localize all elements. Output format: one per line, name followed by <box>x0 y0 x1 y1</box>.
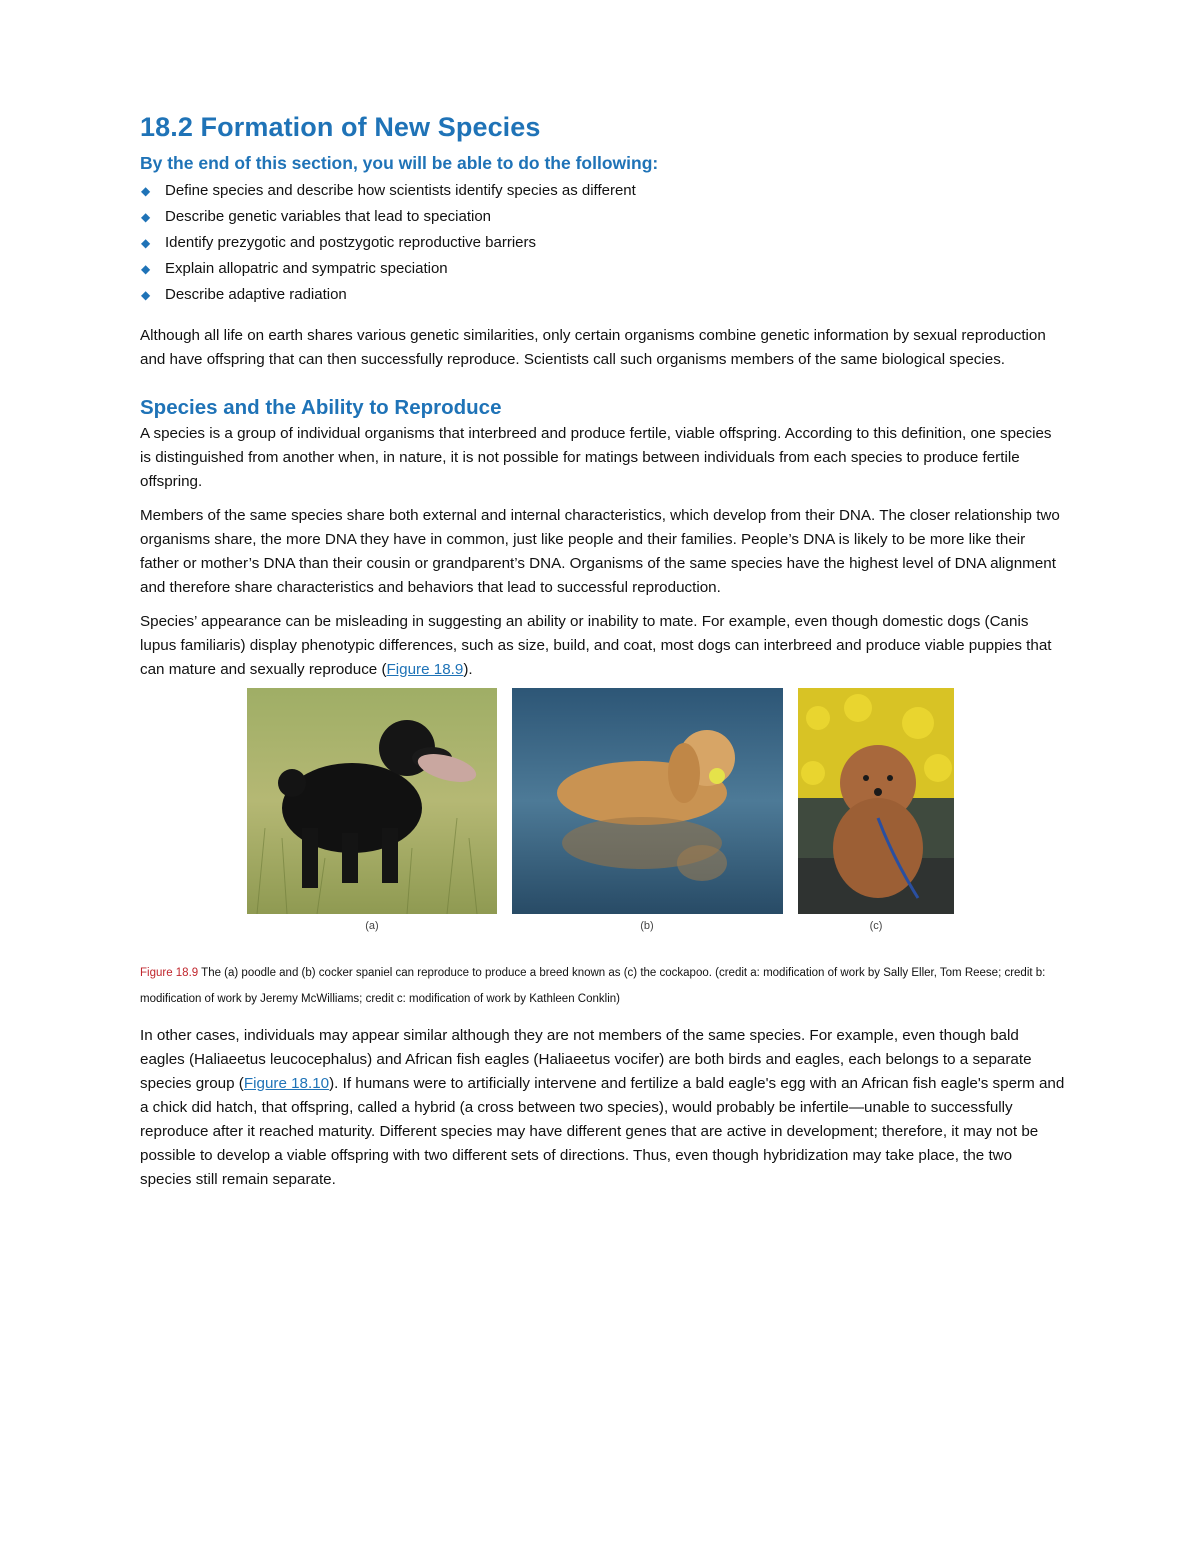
objective-item: ◆ Explain allopatric and sympatric speciation <box>140 256 1065 282</box>
appearance-paragraph: Species’ appearance can be misleading in suggesting an ability or inability to mate. For example, even though domestic dogs (Canis lupus familiaris) display phenotypic differences, such as size, build, and coat, most dogs can interbreed and produce viable puppies that can mature and sexually reproduce (Figure 18.9). <box>140 613 1052 678</box>
figure-label-c: (c) <box>869 920 883 932</box>
poodle-photo <box>247 688 497 914</box>
subsection-title: Species and the Ability to Reproduce <box>140 396 502 419</box>
eagles-paragraph: In other cases, individuals may appear similar although they are not members of the same species. For example, even though bald eagles (Haliaeetus leucocephalus) and African fish eagles (Haliaeetus vocifer) are both birds and eagles, each belongs to a separate species group (Figure 18.10). If humans were to artificially intervene and fertilize a bald eagle's egg with an African fish eagle's sperm and a chick did hatch, that offspring, called a hybrid (a cross between two species), would probably be infertile—unable to successfully reproduce after it reached maturity. Different species may have different genes that are active in development; therefore, it may not be possible to develop a viable offspring with two different sets of directions. Thus, even though hybridization may take place, the two species still remain separate. <box>140 1026 1065 1188</box>
page-content <box>140 112 1065 1192</box>
figure-18-9-link[interactable]: Figure 18.9 <box>386 661 464 678</box>
figure-18-10-link[interactable]: Figure 18.10 <box>243 1074 330 1092</box>
objective-item: ◆ Describe adaptive radiation <box>140 282 1065 308</box>
objectives-list <box>140 178 1065 308</box>
figure-label-a: (a) <box>365 920 379 932</box>
bullet-icon: ◆ <box>141 262 151 276</box>
dna-paragraph: Members of the same species share both external and internal characteristics, which develop from their DNA. The closer relationship two organisms share, the more DNA they have in common, just like people and their families. People’s DNA is likely to be more like their father or mother’s DNA than their cousin or grandparent’s DNA. Organisms of the same species have the highest level of DNA alignment and therefore share characteristics and behaviors that lead to successful reproduction. <box>140 507 1060 596</box>
objective-item: ◆ Identify prezygotic and postzygotic reproductive barriers <box>140 230 1065 256</box>
figure-caption-label: Figure 18.9 <box>140 967 199 979</box>
species-definition-paragraph: A species is a group of individual organisms that interbreed and produce fertile, viable offspring. According to this definition, one species is distinguished from another when, in nature, it is not possible for matings between individuals from each species to produce fertile offspring. <box>140 425 1052 490</box>
objective-item: ◆ Describe genetic variables that lead to speciation <box>140 204 1065 230</box>
intro-paragraph: Although all life on earth shares various genetic similarities, only certain organisms combine genetic information by sexual reproduction and have offspring that can then successfully reproduce. Scientists call such organisms members of the same biological species. <box>140 327 1046 368</box>
objectives-heading: By the end of this section, you will be able to do the following: <box>140 153 659 173</box>
figure-18-9 <box>140 688 1065 958</box>
figure-caption: Figure 18.9 The (a) poodle and (b) cocker spaniel can reproduce to produce a breed known as (c) the cockapoo. (credit a: modification of work by Sally Eller, Tom Reese; credit b: modification of work by Jeremy McWilliams; credit c: modification of work by Kathleen Conklin) <box>140 967 1046 1005</box>
cocker-spaniel-photo <box>512 688 783 914</box>
bullet-icon: ◆ <box>141 236 151 250</box>
cockapoo-photo <box>798 688 954 914</box>
section-title: 18.2 Formation of New Species <box>140 112 541 142</box>
bullet-icon: ◆ <box>141 184 151 198</box>
bullet-icon: ◆ <box>141 288 151 302</box>
figure-label-b: (b) <box>640 920 654 932</box>
objective-item: ◆ Define species and describe how scientists identify species as different <box>140 178 1065 204</box>
bullet-icon: ◆ <box>141 210 151 224</box>
